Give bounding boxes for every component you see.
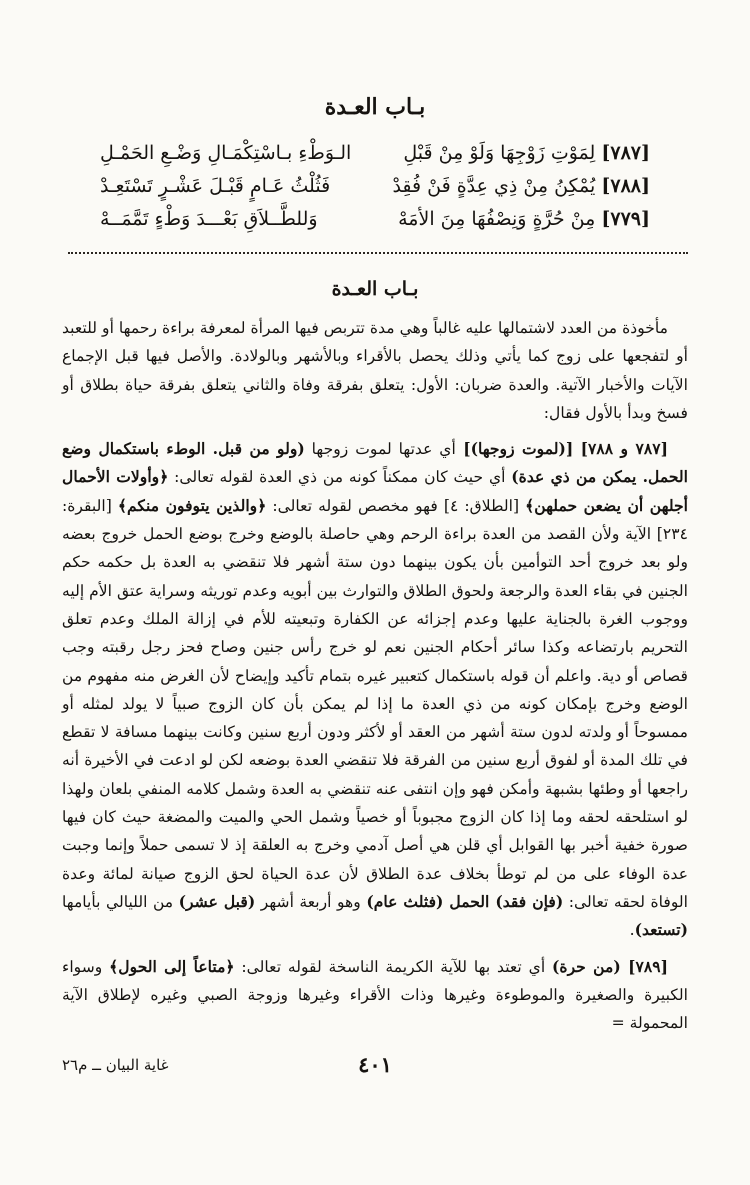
verse-first-text: لِمَوْتِ زَوْجِهَا وَلَوْ مِنْ قَبْلِ xyxy=(403,142,596,164)
commentary-body xyxy=(62,314,688,1037)
sharh-text: وسواء الكبيرة والصغيرة والموطوءة وغيرها وذات الأقراء وغيرها وزوجة الصبي وغيره لإطلاق الآية المحمولة = xyxy=(62,957,688,1033)
sharh-text: أي حيث كان ممكناً كونه من ذي العدة لقوله تعالى: xyxy=(168,468,512,487)
sharh-text: أي تعتد بها للآية الكريمة الناسخة لقوله تعالى: xyxy=(234,957,553,976)
dotted-divider xyxy=(68,252,688,254)
verse-number: [٧٨٨] xyxy=(601,175,650,197)
verse-number: [٧٨٧] xyxy=(601,142,650,164)
sharh-text: [الطلاق: ٤] فهو مخصص لقوله تعالى: xyxy=(266,496,526,515)
quoted-matn: (من حرة) xyxy=(552,956,629,976)
sharh-text: . xyxy=(629,921,635,940)
verse-number: [٧٧٩] xyxy=(601,208,650,230)
quran-quote: ﴿متاعاً إلى الحول﴾ xyxy=(109,956,235,976)
quoted-matn: (تستعد) xyxy=(634,920,688,940)
sharh-text: من الليالي بأيامها xyxy=(62,892,179,911)
verse-line xyxy=(100,204,650,234)
verse-first-hemistich xyxy=(403,142,650,164)
verse-first-text: يُمْكِنُ مِنْ ذِي عِدَّةٍ فَنْ فُقِدْ xyxy=(392,175,596,197)
intro-paragraph: مأخوذة من العدد لاشتمالها عليه غالباً وهي مدة تتربص فيها المرأة لمعرفة براءة رحمها أو للتعبد أو لتفجعها على زوج كما يأتي وذلك يحصل بالأقراء وبالأشهر وبالولادة. والأصل فيها قبل الإجماع الآيات والأخبار الآتية. والعدة ضربان: الأول: يتعلق بفرقة وفاة والثاني يتعلق بفرقة حياة بطلاق أو فسخ وبدأ بالأول فقال: xyxy=(62,319,688,422)
verse-ref: [٧٨٩] xyxy=(628,956,668,976)
quoted-matn: (ولو من قبل. الوطء باستكمال وضع الحمل. يمكن من ذي عدة) xyxy=(62,439,688,487)
verse-ref: [٧٨٧ و ٧٨٨] xyxy=(580,439,668,459)
commentary-paragraph-789 xyxy=(62,953,688,1038)
verse-second-hemistich: الـوَطْءِ بـاسْتِكْمَـالِ وَضْـعِ الحَمْـلِ xyxy=(100,142,352,164)
verse-first-hemistich xyxy=(398,208,650,230)
page-number: ٤٠١ xyxy=(358,1052,392,1077)
verse-line xyxy=(100,171,650,201)
verse-first-text: مِنْ حُرَّةٍ وَنِصْفُهَا مِنَ الأمَهْ xyxy=(398,208,596,230)
verse-second-hemistich: فَثُلْثُ عَـامٍ قَبْـلَ عَشْـرٍ تَسْتَعِـدْ xyxy=(100,175,331,197)
sharh-text: أي عدتها لموت زوجها xyxy=(304,440,456,459)
chapter-title: بـاب العـدة xyxy=(324,94,426,120)
verse-second-hemistich: وَللطَّــلاَقِ بَعْـــدَ وَطْءٍ تَمَّمَــهْ xyxy=(100,208,318,230)
sharh-text: [البقرة: ٢٣٤] الآية ولأن القصد من العدة براءة الرحم وهي حاصلة بالوضع وخرج بوضع الحمل خروج بعضه ولو بعد خروج أحد التوأمين بأن يكون بينهما دون ستة أشهر فلا تنقضي به العدة بل حكمه حكم الجنين في بقاء العدة والرجعة ولحوق الطلاق والتوارث بين أبويه وعدم توريثه وسراية عتق الأم إليه ووجوب الغرة بالجناية عليها وعدم إجزائه عن الكفارة وتبعيته للأم في إزالة الملك وعدم تعلق التحريم بارتضاعه وكذا سائر أحكام الجنين نعم لو خرج رأس جنين وصاح فحز رجل رقبته وجب قصاص أو دية. واعلم أن قوله باستكمال كتعبير غيره بتمام تأكيد وإيضاح لأن الغرض منه مفهوم من الوضع وخرج بإمكان كونه من ذي العدة ما إذا لم يمكن بأن كان الزوج صبياً لا يولد لمثله أو ممسوحاً أو ولدته لدون ستة أشهر من العقد أو لأكثر ودون أربع سنين وكانت بينهما مسافة لا تقطع في تلك المدة أو لفوق أربع سنين من الفرقة فلا تنقضي العدة بوضعه لكن لو ادعت في الأخيرة أنه راجعها أو وطئها بشبهة وأمكن فهو وإن انتفى عنه تنقضي به العدة وشمل كلامه المنفي بلعان ولهذا لو استلحقه لحقه وما إذا كان الزوج مجبوباً أو خصياً وشمل الحي والميت والمضغة حيث كان فيها صورة خفية أخبر بها القوابل أي قلن هي أصل آدمي وخرج به العلقة إذ لا تسمى حملاً وإنما وجبت عدة الوفاء على من لم توطأ بخلاف عدة الطلاق لأن عدة الحياة لحق الزوج صيانة لمائة وعدة الوفاة لحقه تعالى: xyxy=(62,496,688,911)
quran-quote: ﴿وأولات الأحمال أجلهن أن يضعن حملهن﴾ xyxy=(62,467,688,515)
quoted-matn: (قبل عشر) xyxy=(178,891,256,911)
verse-first-hemistich xyxy=(392,175,650,197)
commentary-paragraph-787-788 xyxy=(62,435,688,944)
quran-quote: ﴿والذين يتوفون منكم﴾ xyxy=(117,495,267,515)
page-footer xyxy=(62,1052,688,1082)
quoted-matn: (فإن فقد) الحمل (فثلث عام) xyxy=(366,891,564,911)
verse-line xyxy=(100,138,650,168)
sharh-text: وهو أربعة أشهر xyxy=(255,892,367,911)
quoted-matn: [(لموت زوجها)] xyxy=(455,439,581,459)
section-title: بـاب العـدة xyxy=(331,278,419,300)
running-footer: غاية البيان ــ م٢٦ xyxy=(62,1056,169,1074)
